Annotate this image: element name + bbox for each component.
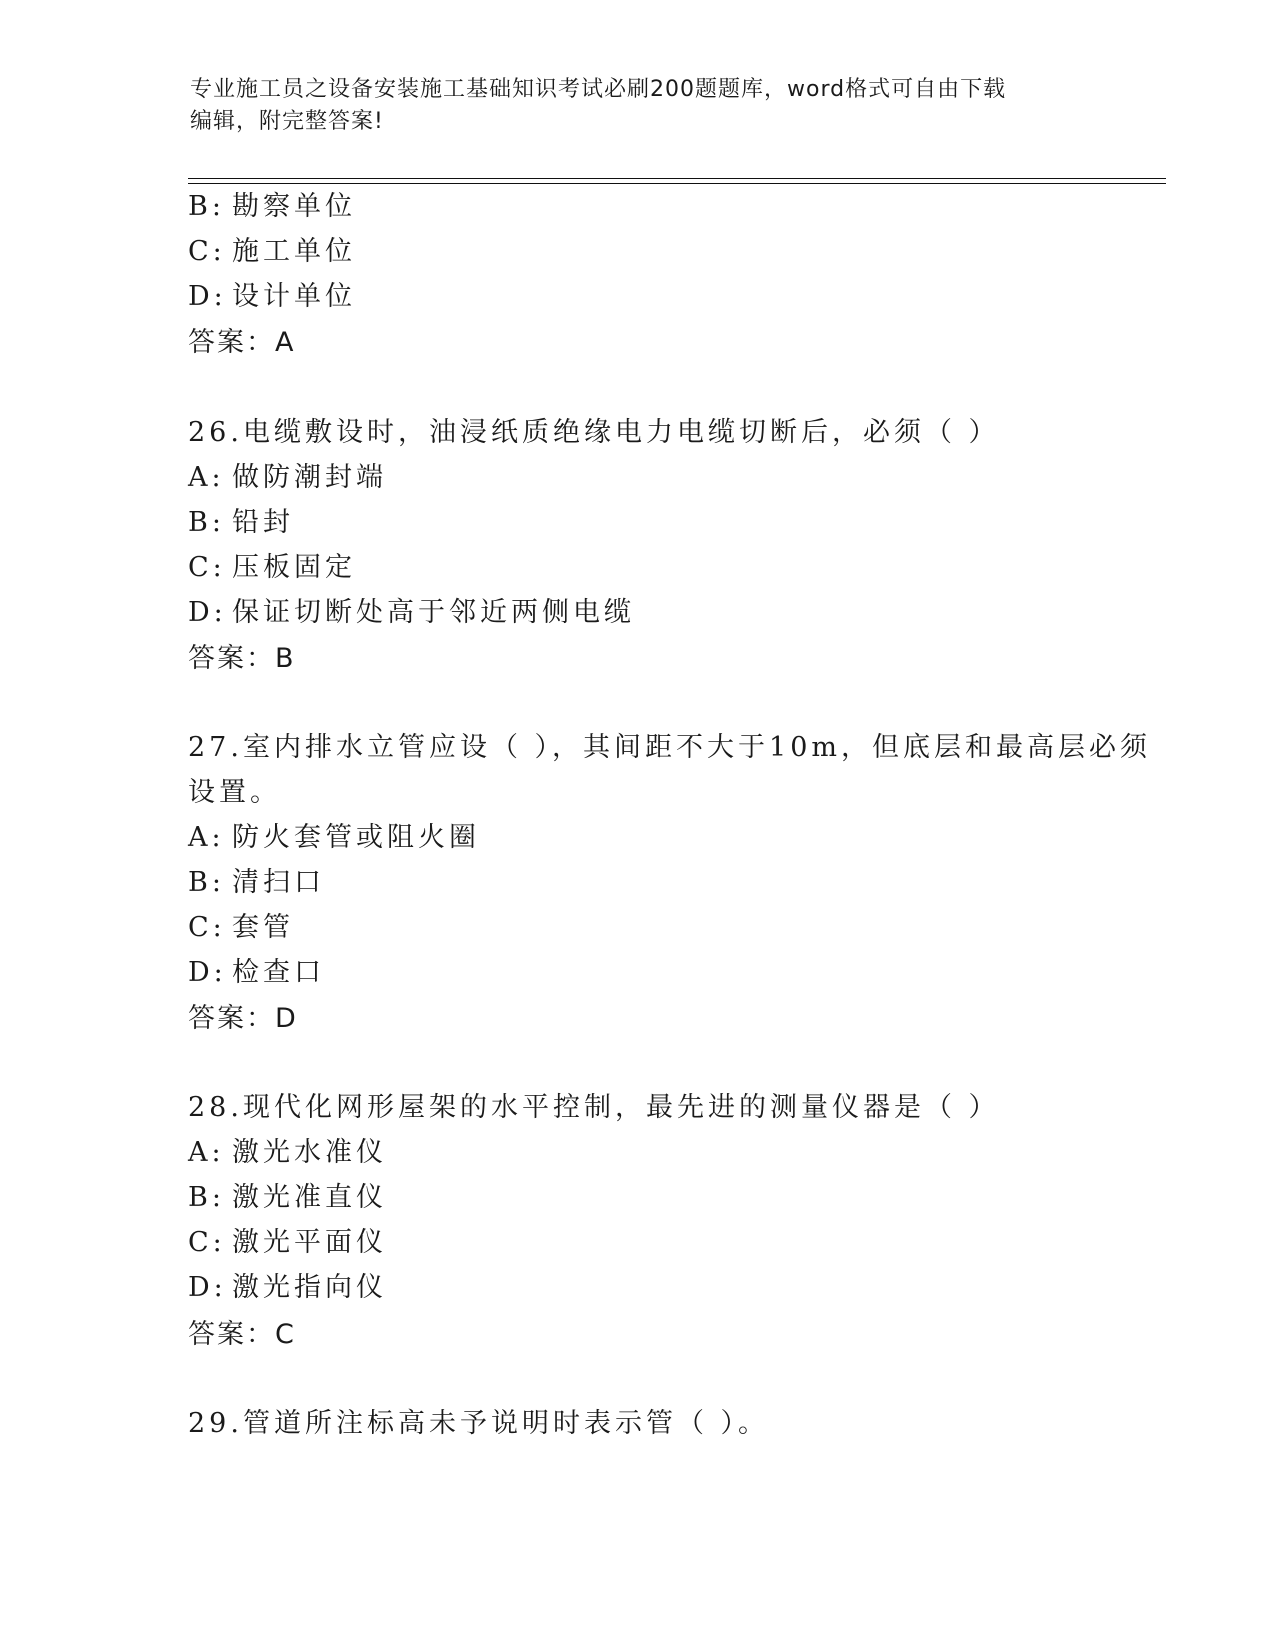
q25-option-c: C: 施工单位 bbox=[188, 236, 356, 267]
q27-option-a: A: 防火套管或阻火圈 bbox=[188, 822, 480, 853]
header-line-2: 编辑，附完整答案! bbox=[190, 109, 384, 134]
q26-option-d: D: 保证切断处高于邻近两侧电缆 bbox=[188, 597, 635, 628]
q26-question: 26.电缆敷设时，油浸纸质绝缘电力电缆切断后，必须（ ） bbox=[188, 417, 1000, 448]
q28-answer: 答案：C bbox=[188, 1319, 296, 1350]
q28-question: 28.现代化网形屋架的水平控制，最先进的测量仪器是（ ） bbox=[188, 1092, 1000, 1123]
q27-option-d: D: 检查口 bbox=[188, 957, 325, 988]
q26-option-a: A: 做防潮封端 bbox=[188, 462, 387, 493]
q29-question: 29.管道所注标高未予说明时表示管（ ）。 bbox=[188, 1408, 770, 1439]
q28-option-a: A: 激光水准仪 bbox=[188, 1137, 387, 1168]
q26-option-b: B: 铅封 bbox=[188, 507, 294, 538]
header-rule-bottom bbox=[188, 183, 1166, 184]
document-header bbox=[190, 74, 1090, 138]
q28-option-c: C: 激光平面仪 bbox=[188, 1227, 387, 1258]
q26-answer: 答案：B bbox=[188, 643, 296, 674]
q25-option-d: D: 设计单位 bbox=[188, 281, 356, 312]
q28-option-b: B: 激光准直仪 bbox=[188, 1182, 387, 1213]
header-rule-top bbox=[188, 178, 1166, 179]
q25-option-b: B: 勘察单位 bbox=[188, 191, 356, 222]
q27-option-c: C: 套管 bbox=[188, 912, 294, 943]
q26-option-c: C: 压板固定 bbox=[188, 552, 356, 583]
q27-answer: 答案：D bbox=[188, 1003, 298, 1034]
q27-option-b: B: 清扫口 bbox=[188, 867, 325, 898]
header-line-1: 专业施工员之设备安装施工基础知识考试必刷200题题库，word格式可自由下载 bbox=[190, 77, 1007, 102]
q28-option-d: D: 激光指向仪 bbox=[188, 1272, 387, 1303]
q27-question-line-1: 27.室内排水立管应设（ ），其间距不大于10m，但底层和最高层必须 bbox=[188, 732, 1151, 763]
q27-question-line-2: 设置。 bbox=[188, 777, 281, 808]
q25-answer: 答案：A bbox=[188, 327, 296, 358]
